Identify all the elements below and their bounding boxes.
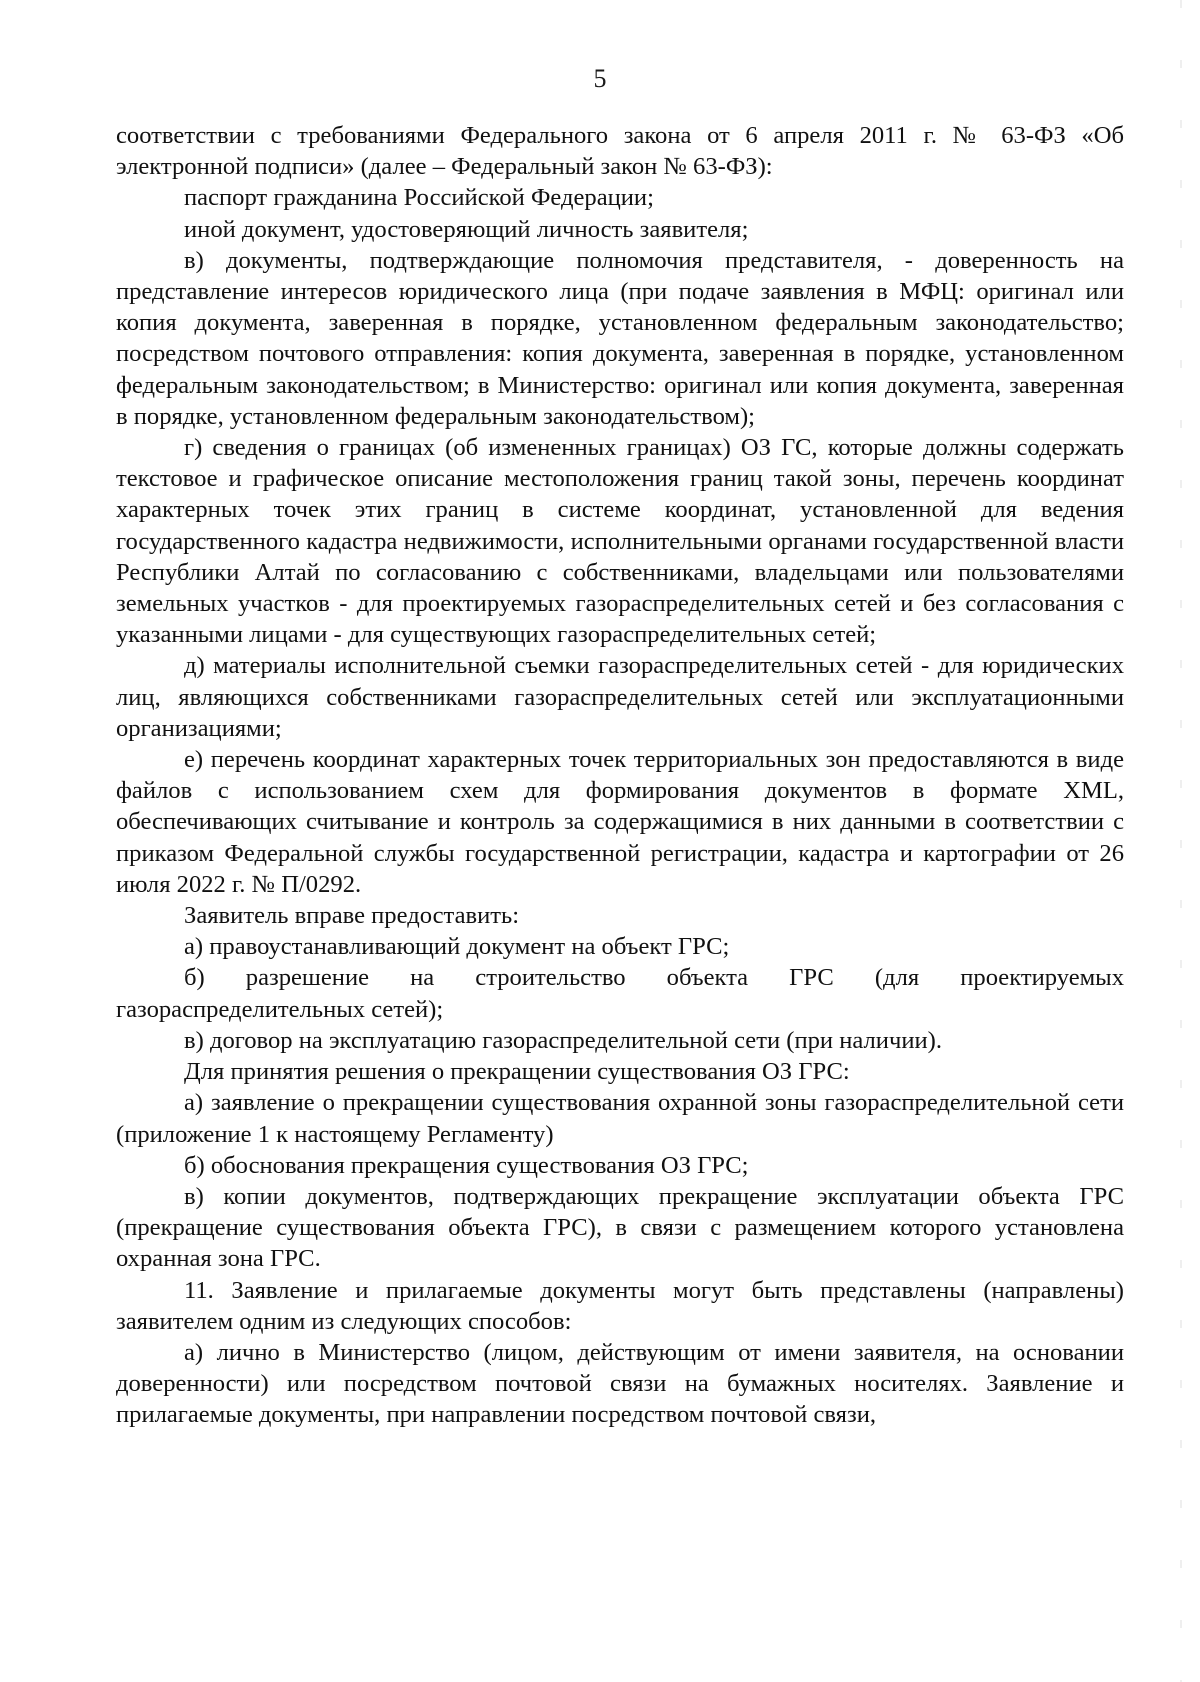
paragraph: а) правоустанавливающий документ на объект ГРС; [184,933,730,961]
paragraph: б) разрешение на строительство объекта ГРС (для проектируемых газораспределительных сетей); [116,964,1124,1023]
paragraph: д) материалы исполнительной съемки газораспределительных сетей - для юридических лиц, являющихся собственниками газораспределительных сетей или эксплуатационными организациями; [116,652,1124,742]
paragraph: в) договор на эксплуатацию газораспределительной сети (при наличии). [184,1026,942,1054]
paragraph: Заявитель вправе предоставить: [184,902,520,930]
paragraph: а) лично в Министерство (лицом, действующим от имени заявителя, на основании доверенности) или посредством почтовой связи на бумажных носителях. Заявление и прилагаемые документы, при направлении посредством почтовой связи, [116,1338,1124,1429]
paragraph: б) обоснования прекращения существования ОЗ ГРС; [184,1151,749,1179]
scan-edge-decoration [1180,0,1182,1682]
paragraph: в) документы, подтверждающие полномочия представителя, - доверенность на представление интересов юридического лица (при подаче заявления в МФЦ: оригинал или копия документа, заверенная в порядке, установленном федеральным законодательство; посредством почтового отправления: копия документа, заверенная в порядке, установленном федеральным законодательством; в Министерство: оригинал или копия документа, заверенная в порядке, установленном федеральным законодательством); [116,246,1124,430]
page-number: 5 [593,64,607,93]
paragraph: иной документ, удостоверяющий личность заявителя; [184,215,749,243]
paragraph: соответствии с требованиями Федерального закона от 6 апреля 2011 г. № 63-ФЗ «Об электронной подписи» (далее – Федеральный закон № 63-ФЗ): [116,122,1124,181]
paragraph: Для принятия решения о прекращении существования ОЗ ГРС: [184,1058,850,1086]
paragraph: г) сведения о границах (об измененных границах) ОЗ ГС, которые должны содержать текстовое и графическое описание местоположения границ такой зоны, перечень координат характерных точек этих границ в системе координат, установленной для ведения государственного кадастра недвижимости, исполнительными органами государственной власти Республики Алтай по согласованию с собственниками, владельцами или пользователями земельных участков - для проектируемых газораспределительных сетей и без согласования с указанными лицами - для существующих газораспределительных сетей; [116,434,1124,649]
paragraph: в) копии документов, подтверждающих прекращение эксплуатации объекта ГРС (прекращение существования объекта ГРС), в связи с размещением которого установлена охранная зона ГРС. [116,1182,1124,1273]
paragraph: е) перечень координат характерных точек территориальных зон предоставляются в виде файлов с использованием схем для формирования документов в формате XML, обеспечивающих считывание и контроль за содержащимися в них данными в соответствии с приказом Федеральной службы государственной регистрации, кадастра и картографии от 26 июля 2022 г. № П/0292. [116,746,1124,898]
paragraph: а) заявление о прекращении существования охранной зоны газораспределительной сети (приложение 1 к настоящему Регламенту) [116,1089,1124,1148]
document-body [116,120,1124,1431]
paragraph: 11. Заявление и прилагаемые документы могут быть представлены (направлены) заявителем одним из следующих способов: [116,1276,1124,1335]
paragraph: паспорт гражданина Российской Федерации; [184,184,654,212]
